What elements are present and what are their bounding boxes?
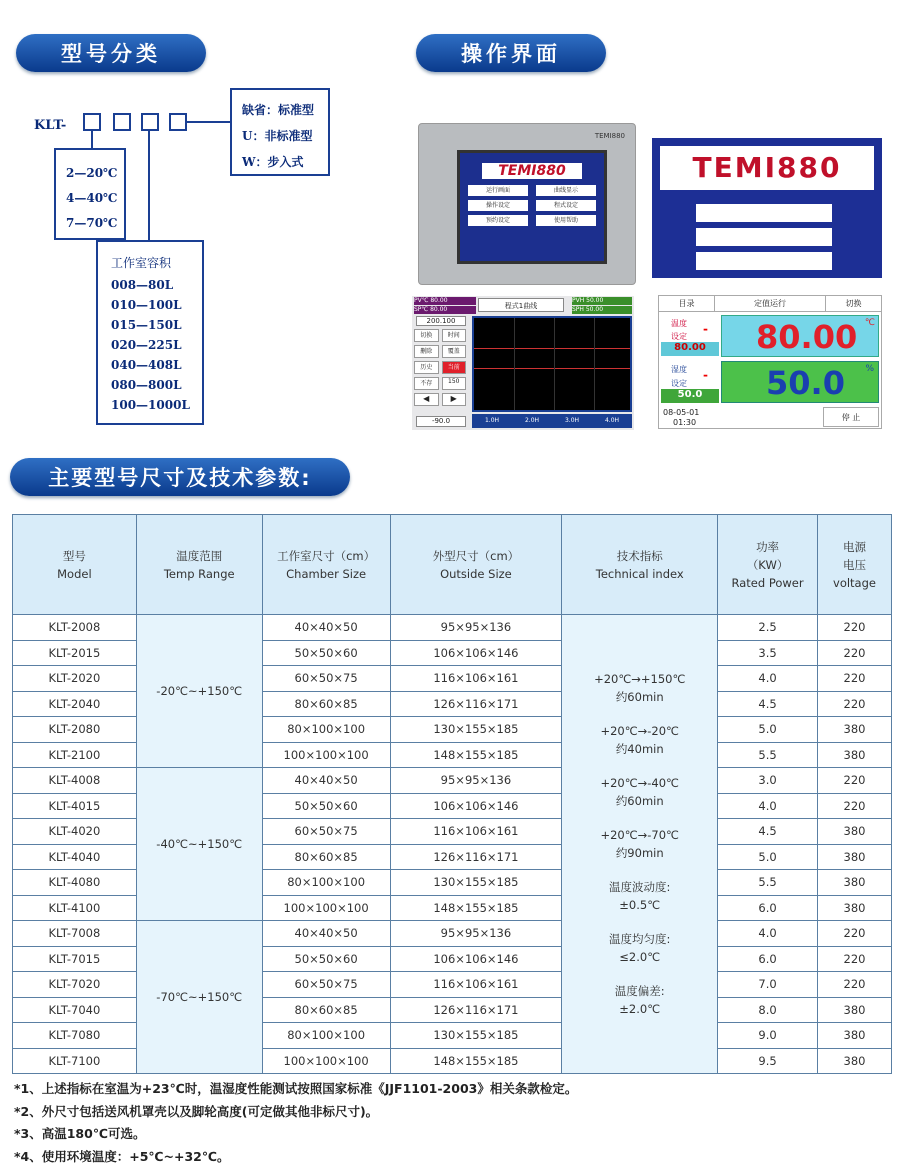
title-field (696, 204, 832, 222)
volume-option: 100—1000L (111, 398, 190, 412)
cell-model: KLT-4020 (13, 819, 137, 845)
title-screen (652, 138, 882, 278)
cell-voltage: 220 (818, 972, 892, 998)
cell-rated-power: 9.0 (718, 1023, 818, 1049)
cell-model: KLT-2100 (13, 742, 137, 768)
panel-button[interactable]: 运行画面 (468, 185, 528, 196)
cell-model: KLT-2008 (13, 615, 137, 641)
panel-logo: TEMI880 (482, 163, 582, 179)
tech-line: ≤2.0℃ (562, 948, 717, 966)
panel-screen (457, 150, 607, 264)
cell-chamber-size: 80×60×85 (262, 691, 390, 717)
section-title-interface: 操作界面 (416, 34, 606, 72)
cell-outside-size: 130×155×185 (390, 717, 562, 743)
cell-rated-power: 5.0 (718, 717, 818, 743)
cell-model: KLT-7015 (13, 946, 137, 972)
table-header-row (13, 515, 892, 615)
cell-voltage: 220 (818, 691, 892, 717)
run-time: 01:30 (673, 418, 696, 427)
cell-rated-power: 8.0 (718, 997, 818, 1023)
col-temp-range: 温度范围 Temp Range (136, 515, 262, 615)
col-tech-index: 技术指标 Technical index (562, 515, 718, 615)
temp-display (721, 315, 879, 357)
tech-line: 约90min (562, 844, 717, 862)
cell-voltage: 380 (818, 819, 892, 845)
temp-label: 温度 (671, 318, 687, 329)
cell-outside-size: 148×155×185 (390, 895, 562, 921)
temp-unit: ℃ (865, 318, 875, 328)
curve-title: 程式1曲线 (478, 298, 564, 312)
temp-option: 4—40℃ (66, 191, 117, 205)
hum-unit: % (865, 364, 874, 374)
cell-chamber-size: 40×40×50 (262, 921, 390, 947)
panel-button[interactable]: 使用帮助 (536, 215, 596, 226)
arrow-right-icon[interactable]: ▶ (442, 393, 467, 406)
temp-option: 7—70℃ (66, 216, 117, 230)
tech-line: ±2.0℃ (562, 1000, 717, 1018)
tech-line: 温度波动度: (562, 878, 717, 896)
title-screen-title: TEMI880 (660, 146, 874, 190)
hum-label: 湿度 (671, 364, 687, 375)
arrow-left-icon[interactable]: ◀ (414, 393, 439, 406)
suffix-option: 缺省：标准型 (242, 101, 314, 118)
volume-option: 008—80L (111, 278, 173, 292)
cell-outside-size: 126×116×171 (390, 997, 562, 1023)
cell-chamber-size: 60×50×75 (262, 819, 390, 845)
col-voltage: 电源 电压 voltage (818, 515, 892, 615)
curve-button[interactable]: 时间 (442, 329, 467, 342)
cell-outside-size: 148×155×185 (390, 742, 562, 768)
curve-button[interactable]: 历史 (414, 361, 439, 374)
cell-chamber-size: 60×50×75 (262, 666, 390, 692)
cell-voltage: 380 (818, 717, 892, 743)
cell-model: KLT-7040 (13, 997, 137, 1023)
panel-button[interactable]: 曲线显示 (536, 185, 596, 196)
cell-model: KLT-2015 (13, 640, 137, 666)
tech-line: 温度偏差: (562, 982, 717, 1000)
volume-option: 040—408L (111, 358, 182, 372)
curve-button[interactable]: 当前 (442, 361, 467, 374)
tab-switch[interactable]: 切换 (826, 296, 881, 311)
curve-button[interactable]: 删除 (414, 345, 439, 358)
curve-plot (472, 316, 632, 412)
cell-model: KLT-4040 (13, 844, 137, 870)
stop-button[interactable]: 停 止 (823, 407, 879, 427)
code-slot-1 (83, 113, 101, 131)
curve-button[interactable]: 覆盖 (442, 345, 467, 358)
footnote: *1、上述指标在室温为+23℃时，温湿度性能测试按照国家标准《JJF1101-2003》相关条款检定。 (14, 1078, 577, 1101)
cell-chamber-size: 40×40×50 (262, 615, 390, 641)
cell-voltage: 380 (818, 742, 892, 768)
suffix-option: U：非标准型 (242, 127, 312, 144)
table-row (13, 615, 892, 641)
footnote: *3、高温180℃可选。 (14, 1123, 577, 1146)
panel-button[interactable]: 操作设定 (468, 200, 528, 211)
cell-rated-power: 5.5 (718, 870, 818, 896)
cell-outside-size: 95×95×136 (390, 615, 562, 641)
tech-line: ±0.5℃ (562, 896, 717, 914)
panel-brand: TEMI880 (595, 132, 625, 140)
hum-set-label: 设定 (671, 378, 687, 389)
cell-chamber-size: 100×100×100 (262, 1048, 390, 1074)
code-slot-3 (141, 113, 159, 131)
cell-rated-power: 3.5 (718, 640, 818, 666)
code-slot-4 (169, 113, 187, 131)
cell-model: KLT-7100 (13, 1048, 137, 1074)
code-slot-2 (113, 113, 131, 131)
curve-button[interactable]: 切换 (414, 329, 439, 342)
cell-chamber-size: 80×100×100 (262, 870, 390, 896)
run-screen: 目录 定值运行 切换 温度 设定 - 80.00 80.00 ℃ 湿度 设定 - 50.0 50.0 % 08-05-01 01:30 停 止 (658, 295, 882, 429)
controller-panel (418, 123, 636, 285)
hum-value: 50.0 (766, 364, 845, 402)
footnote: *2、外尺寸包括送风机罩壳以及脚轮高度(可定做其他非标尺寸)。 (14, 1101, 577, 1124)
temp-set-value: 80.00 (661, 342, 719, 356)
volume-option: 010—100L (111, 298, 182, 312)
col-model: 型号 Model (13, 515, 137, 615)
cell-outside-size: 130×155×185 (390, 870, 562, 896)
cell-outside-size: 116×106×161 (390, 666, 562, 692)
tech-line: +20℃→-40℃ (562, 774, 717, 792)
tech-line: +20℃→-20℃ (562, 722, 717, 740)
cell-outside-size: 116×106×161 (390, 972, 562, 998)
cell-voltage: 380 (818, 895, 892, 921)
section-title-main-specs: 主要型号尺寸及技术参数: (10, 458, 350, 496)
cell-chamber-size: 80×60×85 (262, 844, 390, 870)
curve-bottom-value: -90.0 (416, 416, 466, 427)
col-outside-size: 外型尺寸（cm） Outside Size (390, 515, 562, 615)
cell-voltage: 220 (818, 793, 892, 819)
tech-line: 约60min (562, 792, 717, 810)
table-row (13, 921, 892, 947)
cell-voltage: 220 (818, 946, 892, 972)
curve-value: 200.100 (416, 316, 466, 326)
section-title-model-class: 型号分类 (16, 34, 206, 72)
cell-tech-index (562, 615, 718, 1074)
cell-rated-power: 5.5 (718, 742, 818, 768)
volume-title: 工作室容积 (111, 254, 171, 271)
panel-button[interactable]: 预约设定 (468, 215, 528, 226)
volume-option: 080—800L (111, 378, 182, 392)
cell-rated-power: 4.0 (718, 793, 818, 819)
cell-chamber-size: 50×50×60 (262, 793, 390, 819)
cell-outside-size: 106×106×146 (390, 946, 562, 972)
x-tick: 3.0H (565, 414, 579, 428)
cell-chamber-size: 80×60×85 (262, 997, 390, 1023)
cell-chamber-size: 50×50×60 (262, 946, 390, 972)
cell-chamber-size: 100×100×100 (262, 742, 390, 768)
tech-line: 约60min (562, 688, 717, 706)
cell-model: KLT-7020 (13, 972, 137, 998)
x-tick: 2.0H (525, 414, 539, 428)
cell-model: KLT-7080 (13, 1023, 137, 1049)
cell-rated-power: 9.5 (718, 1048, 818, 1074)
title-field (696, 252, 832, 270)
cell-rated-power: 4.0 (718, 666, 818, 692)
cell-model: KLT-4080 (13, 870, 137, 896)
col-rated-power: 功率 （KW） Rated Power (718, 515, 818, 615)
table-row (13, 768, 892, 794)
cell-chamber-size: 80×100×100 (262, 1023, 390, 1049)
curve-screen (412, 296, 634, 430)
sp-indicator: SP℃ 80.00 (414, 306, 476, 314)
cell-chamber-size: 80×100×100 (262, 717, 390, 743)
hum-display (721, 361, 879, 403)
cell-outside-size: 106×106×146 (390, 793, 562, 819)
temp-set-label: 设定 (671, 331, 687, 342)
cell-voltage: 220 (818, 615, 892, 641)
cell-rated-power: 7.0 (718, 972, 818, 998)
cell-outside-size: 126×116×171 (390, 691, 562, 717)
cell-rated-power: 3.0 (718, 768, 818, 794)
tech-line: +20℃→+150℃ (562, 670, 717, 688)
tab-catalog[interactable]: 目录 (659, 296, 715, 311)
cell-voltage: 380 (818, 844, 892, 870)
cell-voltage: 220 (818, 666, 892, 692)
temp-value: 80.00 (756, 318, 857, 356)
cell-voltage: 380 (818, 1023, 892, 1049)
cell-model: KLT-4100 (13, 895, 137, 921)
cell-voltage: 220 (818, 921, 892, 947)
cell-voltage: 380 (818, 870, 892, 896)
cell-outside-size: 126×116×171 (390, 844, 562, 870)
cell-temp-range: -20℃~+150℃ (136, 615, 262, 768)
specs-table (12, 514, 892, 1074)
cell-outside-size: 148×155×185 (390, 1048, 562, 1074)
footnotes (14, 1078, 577, 1168)
cell-rated-power: 4.0 (718, 921, 818, 947)
cell-rated-power: 6.0 (718, 895, 818, 921)
model-prefix: KLT- (34, 118, 66, 133)
cell-model: KLT-4008 (13, 768, 137, 794)
x-tick: 4.0H (605, 414, 619, 428)
hum-set-value: 50.0 (661, 389, 719, 403)
cell-model: KLT-7008 (13, 921, 137, 947)
volume-option: 020—225L (111, 338, 182, 352)
cell-chamber-size: 50×50×60 (262, 640, 390, 666)
cell-rated-power: 5.0 (718, 844, 818, 870)
tech-line: 约40min (562, 740, 717, 758)
cell-outside-size: 116×106×161 (390, 819, 562, 845)
pvh-indicator: PVH 50.00 (572, 297, 632, 305)
temp-option: 2—20℃ (66, 166, 117, 180)
run-date: 08-05-01 (663, 408, 699, 417)
title-field (696, 228, 832, 246)
cell-outside-size: 130×155×185 (390, 1023, 562, 1049)
cell-model: KLT-4015 (13, 793, 137, 819)
cell-outside-size: 95×95×136 (390, 768, 562, 794)
cell-model: KLT-2080 (13, 717, 137, 743)
cell-voltage: 380 (818, 1048, 892, 1074)
cell-rated-power: 4.5 (718, 819, 818, 845)
cell-model: KLT-2020 (13, 666, 137, 692)
panel-button[interactable]: 程式设定 (536, 200, 596, 211)
cell-outside-size: 106×106×146 (390, 640, 562, 666)
cell-model: KLT-2040 (13, 691, 137, 717)
volume-option: 015—150L (111, 318, 182, 332)
cell-voltage: 220 (818, 640, 892, 666)
tab-fixed-run[interactable]: 定值运行 (715, 296, 826, 311)
x-tick: 1.0H (485, 414, 499, 428)
tech-line: 温度均匀度: (562, 930, 717, 948)
cell-outside-size: 95×95×136 (390, 921, 562, 947)
sph-indicator: SPH 50.00 (572, 306, 632, 314)
suffix-option: W：步入式 (242, 153, 303, 170)
cell-temp-range: -70℃~+150℃ (136, 921, 262, 1074)
cell-rated-power: 4.5 (718, 691, 818, 717)
cell-chamber-size: 40×40×50 (262, 768, 390, 794)
cell-voltage: 220 (818, 768, 892, 794)
cell-chamber-size: 100×100×100 (262, 895, 390, 921)
cell-rated-power: 2.5 (718, 615, 818, 641)
cell-chamber-size: 60×50×75 (262, 972, 390, 998)
cell-voltage: 380 (818, 997, 892, 1023)
footnote: *4、使用环境温度：+5℃~+32℃。 (14, 1146, 577, 1168)
col-chamber-size: 工作室尺寸（cm） Chamber Size (262, 515, 390, 615)
cell-rated-power: 6.0 (718, 946, 818, 972)
pv-indicator: PV℃ 80.00 (414, 297, 476, 305)
curve-button[interactable]: 不存 (414, 377, 439, 390)
cell-temp-range: -40℃~+150℃ (136, 768, 262, 921)
curve-button[interactable]: 150 (442, 377, 467, 390)
tech-line: +20℃→-70℃ (562, 826, 717, 844)
